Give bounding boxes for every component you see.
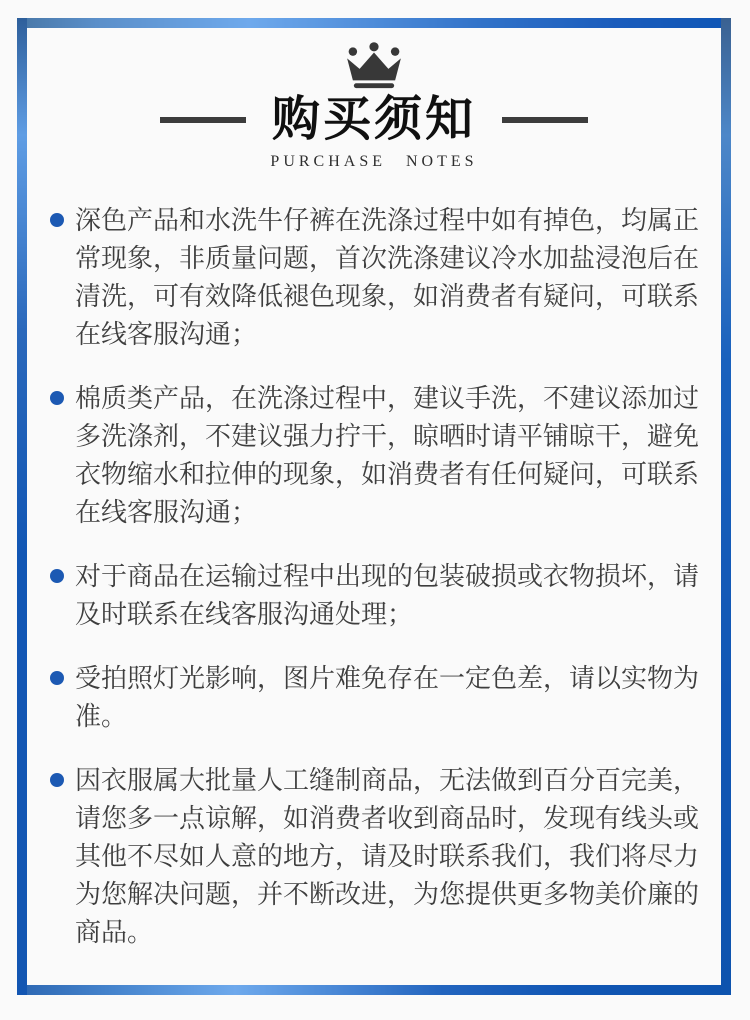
note-item (50, 557, 715, 633)
title-right-dash (502, 117, 588, 123)
note-item (50, 379, 715, 531)
title-row (27, 95, 721, 145)
bullet-dot-icon (50, 569, 64, 583)
note-text: 受拍照灯光影响，图片难免存在一定色差，请以实物为准。 (75, 663, 700, 732)
frame-right-border (721, 18, 731, 995)
bullet-dot-icon (50, 213, 64, 227)
note-text: 对于商品在运输过程中出现的包装破损或衣物损坏，请及时联系在线客服沟通处理； (75, 561, 700, 630)
note-item (50, 659, 715, 735)
crown-icon (27, 42, 721, 90)
content-area (27, 28, 721, 985)
note-item (50, 761, 715, 951)
bullet-dot-icon (50, 671, 64, 685)
frame-bottom-border (27, 985, 721, 995)
header (27, 28, 721, 171)
note-text: 因衣服属大批量人工缝制商品，无法做到百分百完美，请您多一点谅解，如消费者收到商品时，发现有线头或其他不尽如人意的地方，请及时联系我们，我们将尽力为您解决问题，并不断改进，为您提供更多物美价廉的商品。 (75, 765, 700, 948)
frame-left-border (17, 18, 27, 995)
page-title: 购买须知 (271, 93, 476, 146)
page-subtitle: PURCHASE NOTES (270, 153, 478, 171)
bullet-dot-icon (50, 391, 64, 405)
notes-list (50, 201, 715, 951)
note-text: 深色产品和水洗牛仔裤在洗涤过程中如有掉色，均属正常现象，非质量问题，首次洗涤建议冷水加盐浸泡后在清洗，可有效降低褪色现象，如消费者有疑问，可联系在线客服沟通； (75, 205, 700, 350)
note-item (50, 201, 715, 353)
note-text: 棉质类产品，在洗涤过程中，建议手洗，不建议添加过多洗涤剂，不建议强力拧干，晾晒时请平铺晾干，避免衣物缩水和拉伸的现象，如消费者有任何疑问，可联系在线客服沟通； (75, 383, 700, 528)
frame-top-border (27, 18, 721, 28)
title-left-dash (160, 117, 246, 123)
bullet-dot-icon (50, 773, 64, 787)
